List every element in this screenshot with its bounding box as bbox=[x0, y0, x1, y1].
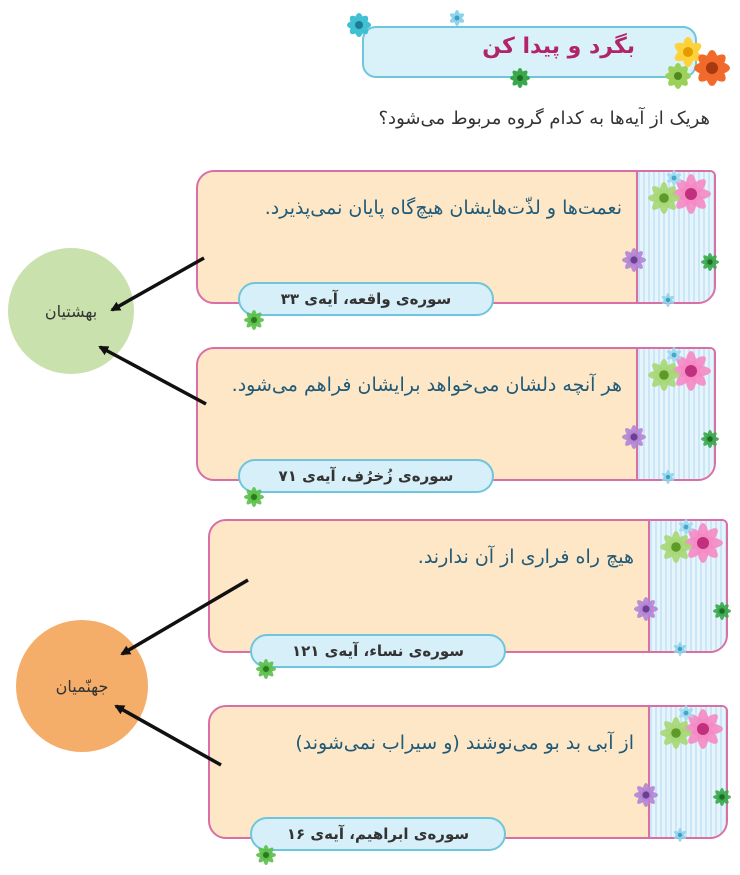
verse-reference: سوره‌ی واقعه، آیه‌ی ۳۳ bbox=[238, 282, 494, 316]
heaven-group-label: بهشتیان bbox=[44, 301, 98, 321]
arrow bbox=[112, 258, 204, 310]
arrow bbox=[122, 580, 248, 654]
verse-text: هر آنچه دلشان می‌خواهد برایشان فراهم می‌شود. bbox=[231, 374, 622, 396]
verse-text: نعمت‌ها و لذّت‌هایشان هیچ‌گاه پایان نمی‌پذیرد. bbox=[264, 197, 622, 219]
arrow bbox=[116, 706, 221, 765]
verse-reference: سوره‌ی نساء، آیه‌ی ۱۲۱ bbox=[250, 634, 506, 668]
verse-reference: سوره‌ی زُخرُف، آیه‌ی ۷۱ bbox=[238, 459, 494, 493]
arrow bbox=[100, 347, 206, 404]
verse-reference: سوره‌ی ابراهیم، آیه‌ی ۱۶ bbox=[250, 817, 506, 851]
verse-text: هیچ راه فراری از آن ندارند. bbox=[417, 546, 634, 568]
page-title: بگرد و پیدا کن bbox=[482, 34, 635, 59]
hell-group-label: جهنّمیان bbox=[55, 676, 109, 696]
question-text: هریک از آیه‌ها به کدام گروه مربوط می‌شود؟ bbox=[378, 108, 710, 129]
verse-text: از آبی بد بو می‌نوشند (و سیراب نمی‌شوند) bbox=[295, 732, 634, 754]
